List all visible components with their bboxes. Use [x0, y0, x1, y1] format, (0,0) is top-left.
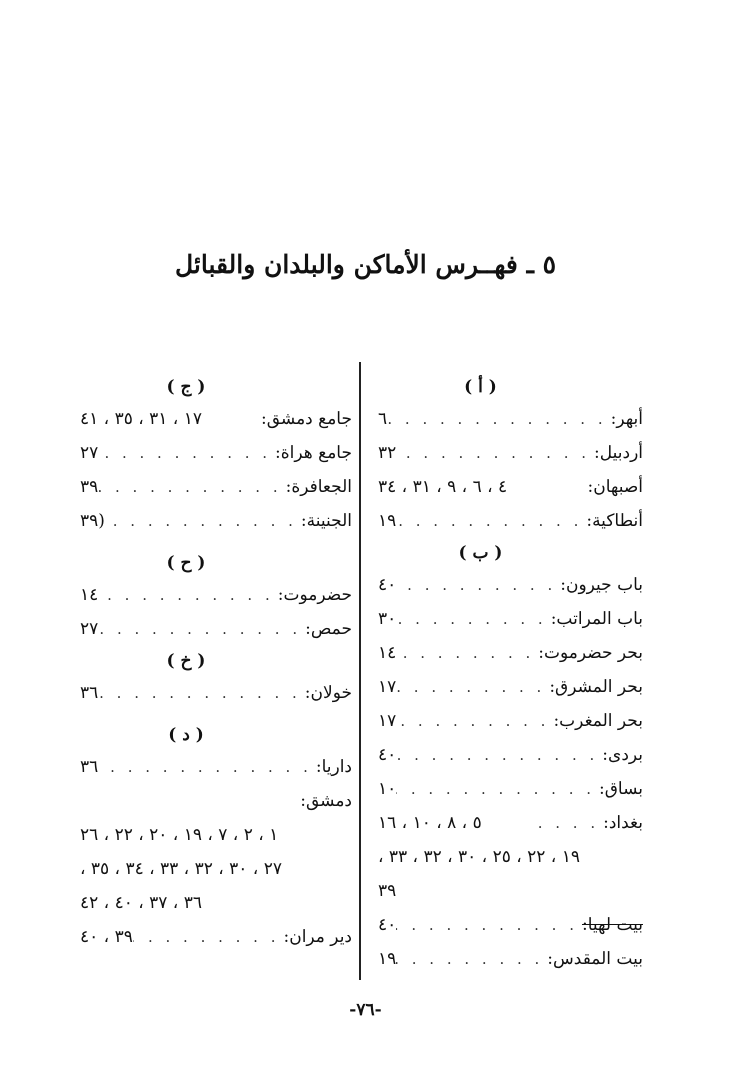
entry-label: بغداد: [603, 813, 643, 833]
section-header-alif: ( أ ) [464, 377, 497, 397]
entry-pages: ٢٧ [80, 619, 99, 639]
entry-pages: ٣٩ [80, 477, 99, 497]
entry-pages: ١٧ [378, 711, 397, 731]
entry-pages: ٤٠ [378, 575, 397, 595]
index-entry [80, 784, 352, 818]
entry-label: جامع دمشق: [261, 409, 352, 429]
entry-pages: ٦ [378, 409, 388, 429]
leader-dots [105, 504, 301, 538]
index-entry [378, 504, 643, 538]
index-entry [378, 738, 643, 772]
section-header-kha: ( خ ) [166, 651, 206, 671]
entry-pages: ٣٠ [378, 609, 397, 629]
leader-dots [387, 402, 610, 436]
section-header-ha: ( ح ) [166, 553, 206, 573]
entry-label: جامع هراة: [275, 443, 352, 463]
entry-pages: ١٧ ، ٣١ ، ٣٥ ، ٤١ [80, 409, 202, 429]
leader-dots [98, 676, 305, 710]
entry-label: خولان: [304, 683, 352, 703]
index-entry [378, 436, 643, 470]
index-entry [80, 436, 352, 470]
entry-pages: ٣٦ ، ٣٧ ، ٤٠ ، ٤٢ [80, 893, 202, 913]
index-entry [378, 772, 643, 806]
entry-pages: ١٧ [378, 677, 397, 697]
entry-label: داريا: [315, 757, 352, 777]
entry-label: أردبيل: [594, 443, 643, 463]
entry-label: بساق: [599, 779, 643, 799]
entry-label: دمشق: [300, 791, 352, 811]
leader-dots [396, 636, 538, 670]
entry-pages: ٤٠ [378, 915, 397, 935]
entry-pages: ١٤ [80, 585, 99, 605]
leader-dots [525, 806, 603, 840]
leader-dots [98, 470, 285, 504]
entry-label: حضرموت: [277, 585, 352, 605]
entry-label: الجعافرة: [285, 477, 352, 497]
index-entry [378, 602, 643, 636]
entry-label: باب المراتب: [550, 609, 643, 629]
entry-pages: ٣٦ [80, 757, 99, 777]
leader-dots [396, 772, 599, 806]
entry-pages: ١٤ [378, 643, 397, 663]
index-entry [378, 704, 643, 738]
index-entry [80, 920, 352, 954]
index-column-left [80, 372, 352, 954]
leader-dots [396, 504, 586, 538]
leader-dots [396, 568, 560, 602]
entry-pages: ٣٢ [378, 443, 397, 463]
page-title: ٥ ـ فهــرس الأماكن والبلدان والقبائل [174, 250, 557, 279]
entry-pages: ١٠ [378, 779, 397, 799]
entry-label: بردى: [602, 745, 643, 765]
entry-pages: ٥ ، ٨ ، ١٠ ، ١٦ [378, 813, 482, 833]
index-entry [80, 750, 352, 784]
entry-label: باب جيرون: [560, 575, 643, 595]
entry-label: بحر المغرب: [553, 711, 643, 731]
column-divider [359, 362, 361, 980]
index-entry [80, 612, 352, 646]
index-entry [378, 568, 643, 602]
section-header-ba: ( ب ) [458, 543, 503, 563]
leader-dots [98, 578, 277, 612]
index-entry-continuation [80, 852, 352, 886]
entry-label: أنطاكية: [586, 511, 643, 531]
index-entry [378, 670, 643, 704]
leader-dots [396, 436, 594, 470]
entry-label: أبهر: [610, 409, 643, 429]
entry-pages: ٣٩ [378, 881, 397, 901]
entry-pages: ٣٦ [80, 683, 99, 703]
leader-dots [98, 612, 305, 646]
index-entry [378, 402, 643, 436]
leader-dots [396, 602, 550, 636]
leader-dots [396, 908, 582, 942]
leader-dots [396, 942, 547, 976]
index-entry [80, 504, 352, 538]
leader-dots [396, 704, 553, 738]
index-entry [378, 806, 643, 840]
entry-label: بيت لهيا: [581, 915, 643, 935]
entry-pages: ١٩ [378, 949, 397, 969]
entry-label: حمص: [305, 619, 352, 639]
entry-pages: ٤ ، ٦ ، ٩ ، ٣١ ، ٣٤ [378, 477, 508, 497]
entry-label: بيت المقدس: [547, 949, 643, 969]
index-entry-continuation [80, 818, 352, 852]
index-entry [378, 470, 643, 504]
index-entry-continuation [80, 886, 352, 920]
entry-pages: (٣٩ [80, 511, 105, 531]
section-gap [80, 710, 352, 720]
entry-pages: ٣٩ ، ٤٠ [80, 927, 133, 947]
leader-dots [98, 750, 316, 784]
page-number: -٧٦- [349, 1000, 382, 1020]
entry-label: أصبهان: [587, 477, 643, 497]
index-entry [378, 636, 643, 670]
index-entry [80, 676, 352, 710]
leader-dots [396, 670, 549, 704]
section-header-dal: ( د ) [168, 725, 204, 745]
leader-dots [396, 738, 602, 772]
entry-pages: ٢٧ ، ٣٠ ، ٣٢ ، ٣٣ ، ٣٤ ، ٣٥ ، [80, 859, 282, 879]
index-entry-continuation [378, 874, 643, 908]
entry-pages: ٢٧ [80, 443, 99, 463]
section-gap [80, 538, 352, 548]
index-entry [80, 470, 352, 504]
entry-pages: ٤٠ [378, 745, 397, 765]
index-entry [378, 942, 643, 976]
index-entry [80, 402, 352, 436]
entry-label: الجنينة: [300, 511, 352, 531]
entry-label: دير مران: [283, 927, 352, 947]
index-entry-continuation [378, 840, 643, 874]
index-entry [378, 908, 643, 942]
leader-dots [133, 920, 284, 954]
entry-pages: ١ ، ٢ ، ٧ ، ١٩ ، ٢٠ ، ٢٢ ، ٢٦ [80, 825, 279, 845]
entry-pages: ١٩ [378, 511, 397, 531]
leader-dots [98, 436, 275, 470]
entry-pages: ١٩ ، ٢٢ ، ٢٥ ، ٣٠ ، ٣٢ ، ٣٣ ، [378, 847, 580, 867]
entry-label: بحر حضرموت: [538, 643, 643, 663]
index-column-right [378, 372, 643, 976]
entry-label: بحر المشرق: [549, 677, 643, 697]
section-header-jim: ( ج ) [166, 377, 206, 397]
index-entry [80, 578, 352, 612]
